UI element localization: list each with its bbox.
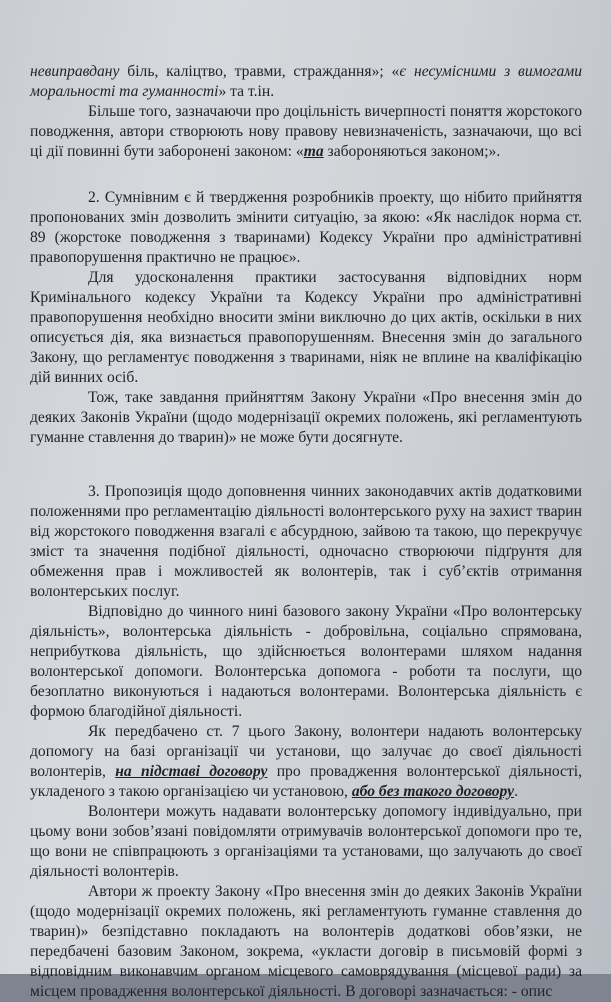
paragraph-text: . <box>514 783 518 800</box>
underlined-bold-text: на підставі договору <box>115 763 268 780</box>
paragraph-text: про провадження волонтерської діяльності, укладеного з такою організацією чи установою, <box>30 763 583 800</box>
paragraph-1 <box>30 62 582 102</box>
paragraph-section-2: 2. Сумнівним є й твердження розробників проекту, що нібито прийняття пропонованих змін дозволить змінити ситуацію, за якою: «Як наслідок норма ст. 89 (жорстоке поводження з тваринами) Кодексу України про адміністративні правопорушення практично не працює». <box>30 189 582 266</box>
paragraph-section-3: 3. Пропозиція щодо доповнення чинних законодавчих актів додатковими положеннями про регламентацію діяльності волонтерського руху на захист тварин від жорстокого поводження взагалі є абсурдною, зайвою та такою, що перекручує зміст та значення подібної діяльності, одночасно створюючи підґрунтя для обмеження прав і можливостей як волонтерів, так і суб’єктів отримання волонтерських послуг. <box>30 483 582 600</box>
underlined-bold-text: або без такого договору <box>351 783 515 800</box>
paragraph-text: Як передбачено ст. 7 цього Закону, волонтери надають волонтерську допомогу на базі організації чи установи, що залучає до своєї діяльності волонтерів, <box>30 723 582 780</box>
paragraph-5: Тож, таке завдання прийняттям Закону України «Про внесення змін до деяких Законів України (щодо модернізації окремих положень, які регламентують гуманне ставлення до тварин)» не може бути досягнуте. <box>30 389 582 446</box>
paragraph-8 <box>30 722 582 802</box>
emphasis-text: є несумісними з вимогами моральності та гуманності <box>30 63 582 100</box>
paragraph-4: Для удосконалення практики застосування відповідних норм Кримінального кодексу України та Кодексу України про адміністративні правопорушення необхідно вносити зміни виключно до цих актів, оскільки в них описується дія, яка визнається правопорушенням. Внесення змін до загального Закону, що регламентує поводження з тваринами, ніяк не вплине на кваліфікацію дій винних осіб. <box>30 269 582 386</box>
paragraph-9: Волонтери можуть надавати волонтерську допомогу індивідуально, при цьому вони зобов’язані повідомляти отримувачів волонтерської допомоги про те, що вони не співпрацюють з організаціями та установами, що залучають до своєї діяльності волонтерів. <box>30 803 582 880</box>
emphasis-text: невиправдану <box>30 63 120 80</box>
paragraph-text: » та т.ін. <box>218 83 275 100</box>
paragraph-text: Більше того, зазначаючи про доцільність вичерпності поняття жорстокого поводження, автори створюють нову правову невизначеність, зазначаючи, що всі ці дії повинні бути заборонені законом: « <box>30 103 582 160</box>
paragraph-7: Відповідно до чинного нині базового закону України «Про волонтерську діяльність», волонтерська діяльність - добровільна, соціально спрямована, неприбуткова діяльність, що здійснюється волонтерами шляхом надання волонтерської допомоги. Волонтерська допомога - роботи та послуги, що безоплатно виконуються і надаються волонтерами. Волонтерська діяльність є формою благодійної діяльності. <box>30 603 582 720</box>
document-body <box>30 62 582 1002</box>
paragraph-10: Автори ж проекту Закону «Про внесення змін до деяких Законів України (щодо модернізації окремих положень, які регламентують гуманне ставлення до тварин)» безпідставно покладають на волонтерів додаткові обов’язки, не передбачені базовим Законом, зокрема, «укласти договір в письмовій формі з відповідним виконавчим органом місцевого самоврядування (місцевої ради) за місцем провадження волонтерської діяльності. В договорі зазначається: - опис <box>30 883 582 1000</box>
paragraph-text: біль, каліцтво, травми, страждання»; « <box>119 63 400 80</box>
paragraph-2 <box>30 102 582 162</box>
underlined-text: та <box>303 143 324 160</box>
paragraph-text: забороняються законом;». <box>323 143 501 160</box>
